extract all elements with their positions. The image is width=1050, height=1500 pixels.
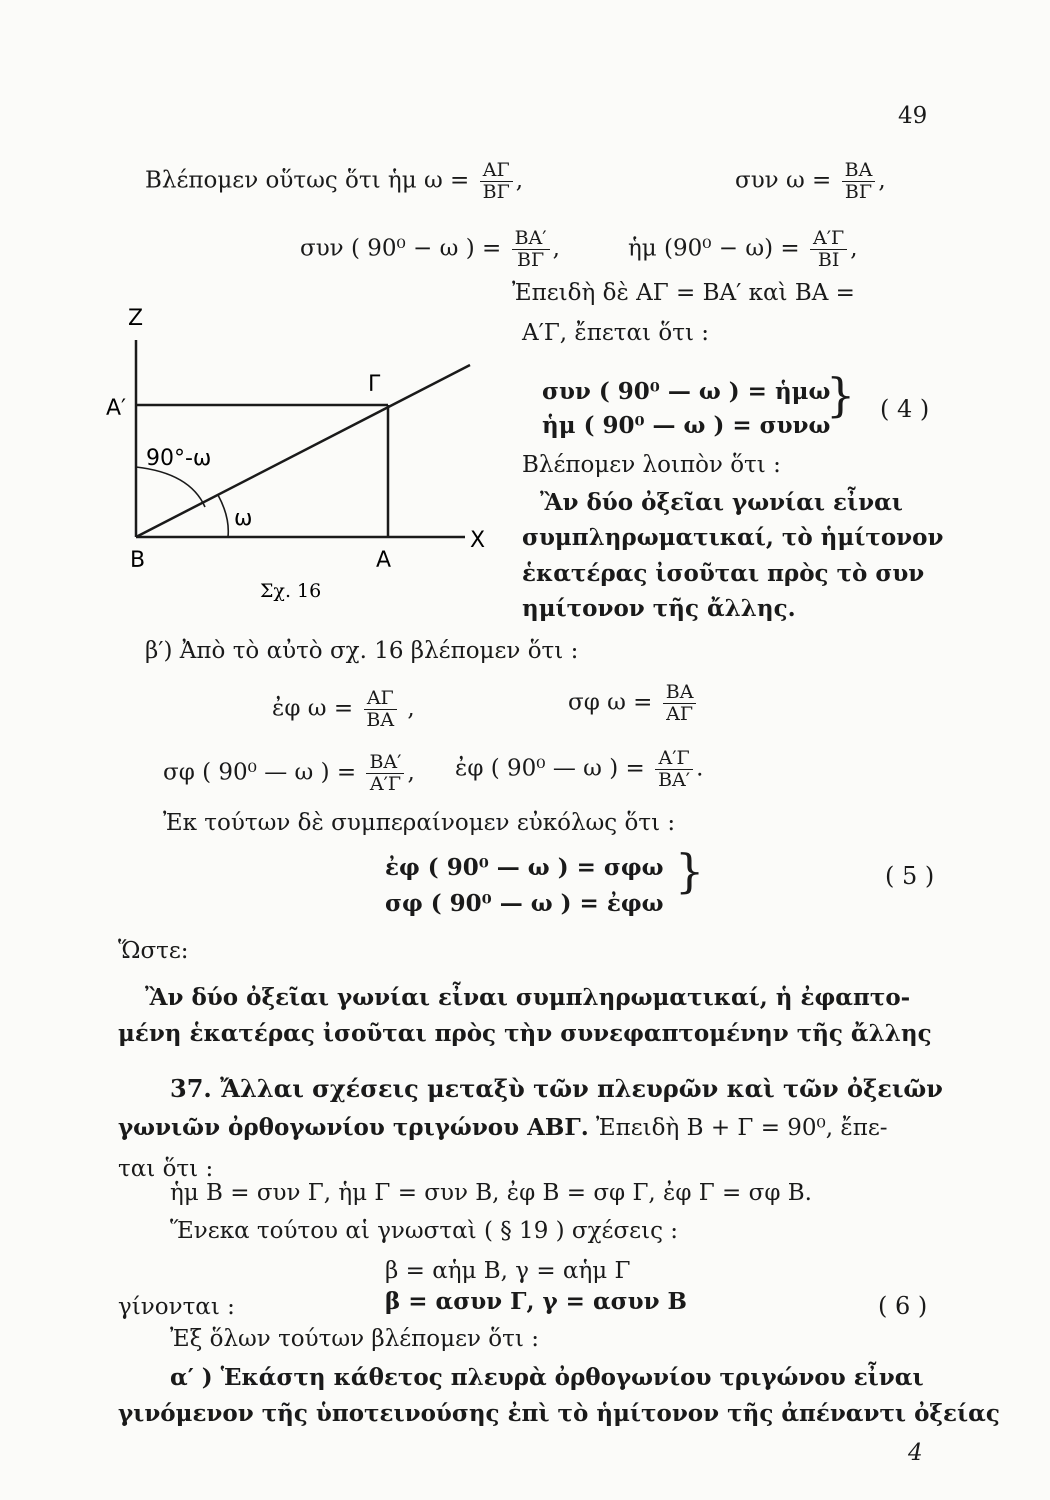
page-number: 49 <box>898 103 928 129</box>
equation-line-2b: ἡμ (90⁰ − ω) = $\frac{A'\Gamma}{BI}$ , <box>628 227 858 271</box>
text-line-4: Α′Γ, ἔπεται ὅτι : <box>522 320 710 346</box>
sf90-lead: σφ ( 90⁰ — ω ) = <box>163 759 357 786</box>
equation-line-2: συν ( 90⁰ − ω ) = $\frac{BA'}{B\Gamma}$ , <box>300 227 560 271</box>
eq5-brace: } <box>675 844 705 898</box>
figure-16 <box>90 285 490 615</box>
theorem1-line-4: ημίτονον τῆς ἄλλης. <box>522 595 796 622</box>
text-line-5: Βλέπομεν λοιπὸν ὅτι : <box>522 452 781 478</box>
line-ex: Ἐξ ὅλων τούτων βλέπομεν ὅτι : <box>170 1326 539 1352</box>
line-eneka: Ἕνεκα τούτου αἱ γνωσταὶ ( § 19 ) σχέσεις : <box>170 1218 679 1244</box>
last-line: γινόμενον τῆς ὑποτεινούσης ἐπὶ τὸ ἡμίτονον τῆς ἀπέναντι ὀξείας <box>118 1400 1000 1427</box>
fraction-sf-omega: $\frac{BA}{A\Gamma}$ <box>663 682 697 725</box>
ef90-lead: ἐφ ( 90⁰ — ω ) = <box>455 755 645 782</box>
fraction-ef-90: $\frac{A'\Gamma}{BA'}$ <box>655 748 693 791</box>
line2-mid: ἡμ (90⁰ − ω) = <box>628 235 800 262</box>
eq4-line-2: ἡμ ( 90⁰ — ω ) = συνω <box>542 412 831 439</box>
line-hm-relations: ἡμ Β = συν Γ, ἡμ Γ = συν Β, ἐφ Β = σφ Γ, ἐφ Γ = σφ Β. <box>170 1180 812 1206</box>
section-37-title-2: γωνιῶν ὀρθογωνίου τριγώνου ΑΒΓ. <box>118 1114 589 1141</box>
section-37-heading <box>170 1074 943 1103</box>
eq5-line-1: ἐφ ( 90⁰ — ω ) = σφω <box>385 854 664 881</box>
theorem1-line-3: ἑκατέρας ἰσοῦται πρὸς τὸ συν <box>522 560 925 587</box>
alpha-line: α′ ) Ἑκάστη κάθετος πλευρὰ ὀρθογωνίου τριγώνου εἶναι <box>170 1364 924 1391</box>
fraction-ef-omega: $\frac{A\Gamma}{BA}$ <box>363 688 397 731</box>
section-37-number: 37. <box>170 1074 212 1103</box>
eq4-line-1: συν ( 90⁰ — ω ) = ἡμω <box>542 378 831 405</box>
eq5-number: ( 5 ) <box>885 862 935 890</box>
section-37-title: Ἄλλαι σχέσεις μεταξὺ τῶν πλευρῶν καὶ τῶν ὀξειῶν <box>220 1074 943 1103</box>
label-a: Α <box>376 548 392 573</box>
eq5-line-2: σφ ( 90⁰ — ω ) = ἐφω <box>385 890 664 917</box>
footer-mark: 4 <box>908 1440 923 1466</box>
fraction-syn-omega: $\frac{BA}{B\Gamma}$ <box>842 160 876 203</box>
label-gamma: Γ <box>368 372 381 397</box>
eq4-brace: } <box>826 368 856 422</box>
line-tai: ται ὅτι : <box>118 1156 214 1182</box>
section-37-rest: Ἐπειδὴ Β + Γ = 90⁰, ἔπε- <box>596 1115 888 1141</box>
line2-lead: συν ( 90⁰ − ω ) = <box>300 235 502 262</box>
sf-lead: σφ ω = <box>568 689 653 716</box>
section-37-line-2 <box>118 1114 888 1141</box>
eq4-number: ( 4 ) <box>880 395 930 423</box>
figure-caption: Σχ. 16 <box>260 580 322 602</box>
equation-sf-omega <box>568 682 699 725</box>
angle-arc-omega <box>218 495 228 537</box>
label-a-prime: Α′ <box>106 396 127 421</box>
label-angle-90-omega: 90°-ω <box>146 446 212 471</box>
fraction-hm-omega: $\frac{A\Gamma}{B\Gamma}$ <box>480 160 513 203</box>
line1-mid: συν ω = <box>735 167 832 194</box>
oste-label: Ὥστε: <box>118 938 189 964</box>
fraction-hm-90: $\frac{A'\Gamma}{BI}$ <box>810 228 847 271</box>
theorem2-line-1: Ἂν δύο ὀξεῖαι γωνίαι εἶναι συμπληρωματικαί, ἡ ἐφαπτο- <box>145 984 911 1011</box>
equation-line-1b: συν ω = $\frac{BA}{B\Gamma}$ , <box>735 159 886 203</box>
relation-line-1: β = αἡμ Β, γ = αἡμ Γ <box>385 1258 631 1284</box>
eq6-number: ( 6 ) <box>878 1292 928 1320</box>
beta-line: β′) Ἀπὸ τὸ αὐτὸ σχ. 16 βλέπομεν ὅτι : <box>145 638 579 664</box>
label-x: X <box>470 528 486 553</box>
line1-lead: Βλέπομεν οὕτως ὅτι ἡμ ω = <box>145 167 470 194</box>
theorem1-line-1: Ἂν δύο ὀξεῖαι γωνίαι εἶναι <box>540 489 903 516</box>
label-b: Β <box>130 548 146 573</box>
label-omega: ω <box>234 506 253 531</box>
equation-sf-90: σφ ( 90⁰ — ω ) = $\frac{BA'}{A'\Gamma}$ , <box>163 751 415 795</box>
fraction-sf-90: $\frac{BA'}{A'\Gamma}$ <box>366 752 404 795</box>
theorem1-line-2: συμπληρωματικαί, τὸ ἡμίτονον <box>522 524 944 551</box>
theorem2-line-2: μένη ἑκατέρας ἰσοῦται πρὸς τὴν συνεφαπτομένην τῆς ἄλλης <box>118 1020 932 1047</box>
fraction-syn-90: $\frac{BA'}{B\Gamma}$ <box>512 228 550 271</box>
ginontai-label: γίνονται : <box>118 1294 235 1320</box>
angle-arc-90-omega <box>136 467 205 507</box>
label-z: Z <box>128 306 144 331</box>
text-line-3: Ἐπειδὴ δὲ ΑΓ = ΒΑ′ καὶ ΒΑ = <box>512 280 855 306</box>
ef-lead: ἐφ ω = <box>272 695 354 722</box>
line-ek: Ἐκ τούτων δὲ συμπεραίνομεν εὐκόλως ὅτι : <box>163 810 676 836</box>
relation-line-2: β = ασυν Γ, γ = ασυν Β <box>385 1288 687 1315</box>
equation-ef-90: ἐφ ( 90⁰ — ω ) = $\frac{A'\Gamma}{BA'}$ . <box>455 747 704 791</box>
equation-line-1: Βλέπομεν οὕτως ὅτι ἡμ ω = $\frac{A\Gamma}{B\Gamma}$ , <box>145 159 524 203</box>
equation-ef-omega: ἐφ ω = $\frac{A\Gamma}{BA}$ , <box>272 687 415 731</box>
